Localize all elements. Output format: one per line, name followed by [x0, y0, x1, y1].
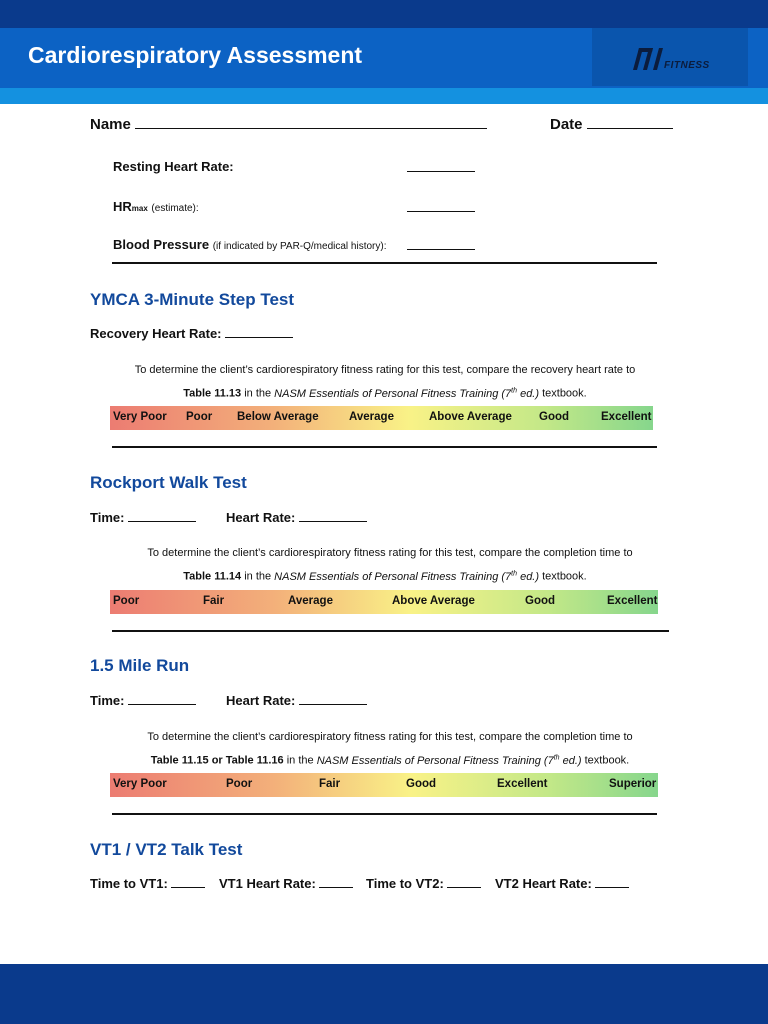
vt2-time-blank[interactable]: [447, 875, 481, 888]
ymca-textbook: textbook.: [539, 387, 587, 400]
scale-excellent: Excellent: [607, 595, 658, 607]
scale-poor: Poor: [113, 595, 140, 607]
rockport-table-ref: Table 11.14: [183, 570, 242, 583]
ymca-reference: [90, 387, 680, 400]
rockport-rating-scale: [110, 590, 658, 614]
mile-run-reference: [90, 754, 690, 767]
rockport-time-blank[interactable]: [128, 509, 196, 522]
scale-poor: Poor: [226, 778, 253, 790]
rockport-in-the: in the: [241, 570, 275, 583]
divider: [112, 813, 657, 815]
mile-run-hr-blank[interactable]: [299, 692, 367, 705]
talk-test-title: VT1 / VT2 Talk Test: [90, 840, 243, 859]
mile-run-instructions: To determine the client’s cardiorespiratory fitness rating for this test, compare the completion time to: [147, 731, 633, 743]
ymca-table-ref: Table 11.13: [183, 387, 242, 400]
vt1-time-field[interactable]: [90, 875, 205, 891]
date-field[interactable]: [550, 116, 673, 133]
vt1-time-blank[interactable]: [171, 875, 205, 888]
logo-mark-icon: [630, 48, 666, 70]
brand-logo: [592, 28, 748, 86]
ymca-book-end: ed.): [517, 387, 540, 400]
recovery-hr-blank[interactable]: [225, 325, 293, 338]
bp-text: Blood Pressure: [113, 237, 210, 252]
vt1-hr-field[interactable]: [219, 875, 353, 891]
ymca-title: YMCA 3-Minute Step Test: [90, 290, 295, 309]
scale-below-average: Below Average: [237, 411, 319, 423]
scale-fair: Fair: [319, 778, 341, 790]
scale-above-average: Above Average: [429, 411, 512, 423]
hrmax-text: HR: [113, 199, 132, 214]
top-strip: [0, 0, 768, 28]
scale-very-poor: Very Poor: [113, 778, 167, 790]
rockport-time-field[interactable]: [90, 509, 196, 525]
scale-very-poor: Very Poor: [113, 411, 167, 423]
hrmax-note: (estimate):: [151, 203, 199, 214]
mile-run-time-label: Time:: [90, 693, 125, 708]
mile-run-hr-label: Heart Rate:: [226, 693, 296, 708]
logo-text: FITNESS: [664, 60, 710, 71]
recovery-hr-label: Recovery Heart Rate:: [90, 326, 222, 341]
scale-superior: Superior: [609, 778, 657, 790]
vt2-hr-field[interactable]: [495, 875, 629, 891]
mile-run-textbook: textbook.: [581, 754, 630, 767]
rockport-hr-label: Heart Rate:: [226, 510, 296, 525]
mile-run-rating-scale: [110, 773, 658, 797]
rockport-textbook: textbook.: [539, 570, 587, 583]
mile-run-hr-field[interactable]: [226, 692, 367, 708]
rockport-title: Rockport Walk Test: [90, 473, 247, 492]
ymca-instructions: To determine the client’s cardiorespiratory fitness rating for this test, compare the recovery heart rate to: [134, 364, 636, 376]
vt2-hr-label: VT2 Heart Rate:: [495, 876, 592, 891]
ymca-book: NASM Essentials of Personal Fitness Training (7: [274, 387, 512, 400]
rockport-time-label: Time:: [90, 510, 125, 525]
mile-run-time-field[interactable]: [90, 692, 196, 708]
date-label: Date: [550, 116, 583, 133]
rockport-book-end: ed.): [517, 570, 540, 583]
divider: [112, 262, 657, 264]
hrmax-label: [113, 199, 199, 214]
bp-label: [113, 237, 386, 252]
rockport-sup: th: [511, 570, 518, 577]
mile-run-sup: th: [553, 754, 560, 761]
name-label: Name: [90, 116, 131, 133]
resting-hr-blank[interactable]: [407, 159, 475, 177]
bp-blank[interactable]: [407, 237, 475, 255]
vt1-time-label: Time to VT1:: [90, 876, 168, 891]
mile-run-book-end: ed.): [559, 754, 582, 767]
mile-run-time-blank[interactable]: [128, 692, 196, 705]
mile-run-title: 1.5 Mile Run: [90, 656, 190, 675]
mile-run-book: NASM Essentials of Personal Fitness Training (7: [316, 754, 554, 767]
scale-excellent: Excellent: [601, 411, 652, 423]
ymca-rating-scale: [110, 406, 653, 430]
vt1-hr-label: VT1 Heart Rate:: [219, 876, 316, 891]
name-field[interactable]: [90, 116, 487, 133]
hrmax-blank[interactable]: [407, 199, 475, 217]
vt2-time-field[interactable]: [366, 875, 481, 891]
scale-poor: Poor: [186, 411, 213, 423]
scale-good: Good: [539, 411, 570, 423]
vt1-hr-blank[interactable]: [319, 875, 353, 888]
hrmax-sub: max: [131, 204, 148, 213]
rockport-instructions: To determine the client’s cardiorespiratory fitness rating for this test, compare the completion time to: [147, 547, 633, 559]
footer-bar: [0, 964, 768, 1024]
recovery-hr-field[interactable]: [90, 325, 293, 341]
date-blank[interactable]: [587, 116, 673, 129]
divider: [112, 630, 669, 632]
rockport-hr-blank[interactable]: [299, 509, 367, 522]
vt2-hr-blank[interactable]: [595, 875, 629, 888]
scale-fair: Fair: [203, 595, 225, 607]
header-bar: [0, 28, 768, 88]
accent-strip: [0, 88, 768, 104]
ymca-sup: th: [511, 387, 518, 394]
scale-excellent: Excellent: [497, 778, 548, 790]
scale-good: Good: [406, 778, 437, 790]
divider: [112, 446, 657, 448]
name-blank[interactable]: [135, 116, 487, 129]
ymca-in-the: in the: [241, 387, 275, 400]
vt2-time-label: Time to VT2:: [366, 876, 444, 891]
scale-above-average: Above Average: [392, 595, 475, 607]
rockport-reference: [90, 570, 680, 583]
page-title: Cardiorespiratory Assessment: [28, 42, 363, 68]
scale-average: Average: [288, 595, 333, 607]
bp-note: (if indicated by PAR-Q/medical history):: [212, 241, 387, 252]
scale-average: Average: [349, 411, 394, 423]
resting-hr-label: Resting Heart Rate:: [113, 159, 234, 174]
rockport-book: NASM Essentials of Personal Fitness Training (7: [274, 570, 512, 583]
mile-run-in-the: in the: [283, 754, 317, 767]
mile-run-table-ref: Table 11.15 or Table 11.16: [150, 754, 284, 767]
rockport-hr-field[interactable]: [226, 509, 367, 525]
scale-good: Good: [525, 595, 556, 607]
